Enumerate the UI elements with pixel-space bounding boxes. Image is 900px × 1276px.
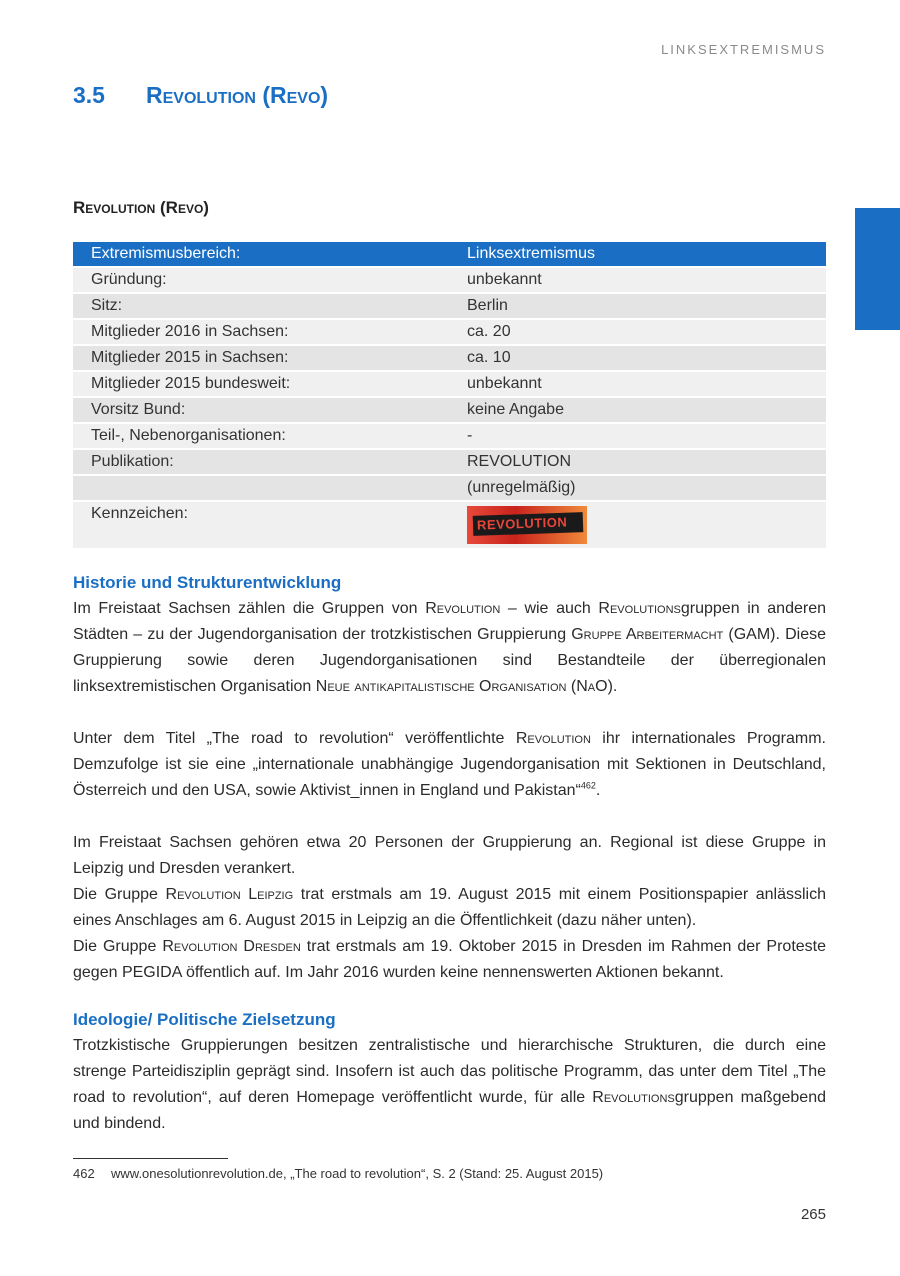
org-name: Revolution — [515, 730, 591, 747]
org-name: Revolution Leipzig — [165, 886, 294, 903]
fact-value: unbekannt — [449, 268, 826, 292]
page-number: 265 — [800, 1206, 826, 1223]
fact-key: Vorsitz Bund: — [73, 398, 449, 422]
text-run: Trotzkistische Gruppierungen besitzen zentralistische und hierarchische Strukturen, die durch eine strenge Parteidisziplin geprägt sind. Insofern ist auch das politische Programm, das unter dem Titel „The road to revolution“, auf deren Homepage veröffentlicht wurde, für alle — [73, 1037, 826, 1106]
fact-value: ca. 10 — [449, 346, 826, 370]
footnote-number: 462 — [73, 1166, 95, 1181]
chapter-title: Revolution (Revo) — [146, 82, 329, 108]
table-row — [73, 294, 826, 318]
paragraph — [73, 726, 826, 804]
table-row — [73, 502, 826, 548]
fact-value: unbekannt — [449, 372, 826, 396]
section-historie — [73, 570, 826, 986]
factbox-title: Revolution (Revo) — [73, 198, 209, 217]
table-row — [73, 450, 826, 474]
section-heading-historie: Historie und Strukturentwicklung — [73, 573, 342, 592]
text-run: Die Gruppe — [73, 886, 166, 903]
table-row — [73, 346, 826, 370]
org-name: Revolutions — [592, 1089, 675, 1106]
fact-key: Gründung: — [73, 268, 449, 292]
fact-key: Teil-, Nebenorganisationen: — [73, 424, 449, 448]
footnote-divider — [73, 1158, 228, 1159]
factbox-table — [73, 240, 826, 550]
chapter-heading — [73, 82, 328, 109]
text-run: ihr internationales Programm. Demzufolge ist sie eine „internationale unabhängige Jugendorganisation mit Sektionen in Deutschland, Österreich und den USA, sowie Aktivist_innen in England und Pakistan“ — [73, 730, 827, 799]
paragraph — [73, 934, 826, 986]
fact-key: Mitglieder 2015 in Sachsen: — [73, 346, 449, 370]
text-run: Im Freistaat Sachsen zählen die Gruppen von — [73, 600, 426, 617]
text-run: (GAM). Diese Gruppierung sowie deren Jugendorganisationen sind Bestandteile der überregionalen linksextremistischen Organisation — [73, 626, 826, 695]
fact-value: (unregelmäßig) — [449, 476, 826, 500]
text-run: trat erstmals am 19. Oktober 2015 in Dresden im Rahmen der Proteste gegen PEGIDA öffentlich auf. Im Jahr 2016 wurden keine nennenswerten Aktionen bekannt. — [73, 938, 827, 981]
paragraph — [73, 882, 826, 934]
text-run: ( — [566, 678, 577, 695]
fact-key — [73, 476, 449, 500]
section-heading-ideologie: Ideologie/ Politische Zielsetzung — [73, 1010, 336, 1029]
paragraph: Im Freistaat Sachsen gehören etwa 20 Personen der Gruppierung an. Regional ist diese Gruppe in Leipzig und Dresden verankert. — [73, 834, 826, 877]
fact-key: Kennzeichen: — [73, 502, 449, 548]
text-run: trat erstmals am 19. August 2015 mit einem Positionspapier anlässlich eines Anschlages am 6. August 2015 in Leipzig an die Öffentlichkeit (dazu näher unten). — [73, 886, 826, 929]
fact-key: Mitglieder 2015 bundesweit: — [73, 372, 449, 396]
org-name: Revolutions — [598, 600, 681, 617]
org-name: NaO — [576, 678, 608, 695]
running-head: LINKSEXTREMISMUS — [661, 42, 826, 57]
chapter-side-tab — [855, 208, 900, 330]
footnote-ref: 462 — [580, 780, 596, 791]
text-run: gruppen maßgebend und bindend. — [73, 1089, 826, 1132]
table-row — [73, 320, 826, 344]
chapter-number: 3.5 — [73, 82, 105, 108]
fact-value: keine Angabe — [449, 398, 826, 422]
org-name: Revolution Dresden — [162, 938, 301, 955]
footnote-text: www.onesolutionrevolution.de, „The road to revolution“, S. 2 (Stand: 25. August 2015) — [111, 1166, 604, 1181]
table-row — [73, 242, 826, 266]
fact-value: ca. 20 — [449, 320, 826, 344]
fact-key: Extremismusbereich: — [73, 242, 449, 266]
table-row — [73, 476, 826, 500]
text-run: . — [595, 782, 601, 799]
org-name: Revolution — [425, 600, 501, 617]
fact-value: REVOLUTION — [449, 450, 826, 474]
fact-value — [449, 502, 826, 548]
text-run: gruppen in anderen Städten – zu der Jugendorganisation der trotzkistischen Gruppierung — [73, 600, 827, 643]
table-row — [73, 372, 826, 396]
fact-value: - — [449, 424, 826, 448]
text-run: ). — [607, 678, 618, 695]
org-name: Neue antikapitalistische Organisation — [315, 678, 567, 695]
org-name: Gruppe Arbeitermacht — [571, 626, 724, 643]
paragraph — [73, 596, 826, 700]
section-ideologie — [73, 1007, 826, 1137]
footnote — [73, 1166, 603, 1181]
paragraph — [73, 1033, 826, 1137]
fact-key: Mitglieder 2016 in Sachsen: — [73, 320, 449, 344]
revolution-logo — [467, 506, 587, 544]
logo-text: REVOLUTION — [476, 514, 568, 533]
table-row — [73, 268, 826, 292]
table-row — [73, 424, 826, 448]
fact-value: Linksextremismus — [449, 242, 826, 266]
text-run: Die Gruppe — [73, 938, 163, 955]
table-row — [73, 398, 826, 422]
text-run: – wie auch — [500, 600, 599, 617]
fact-value: Berlin — [449, 294, 826, 318]
fact-key: Publikation: — [73, 450, 449, 474]
text-run: Unter dem Titel „The road to revolution“ veröffentlichte — [73, 730, 516, 747]
fact-key: Sitz: — [73, 294, 449, 318]
